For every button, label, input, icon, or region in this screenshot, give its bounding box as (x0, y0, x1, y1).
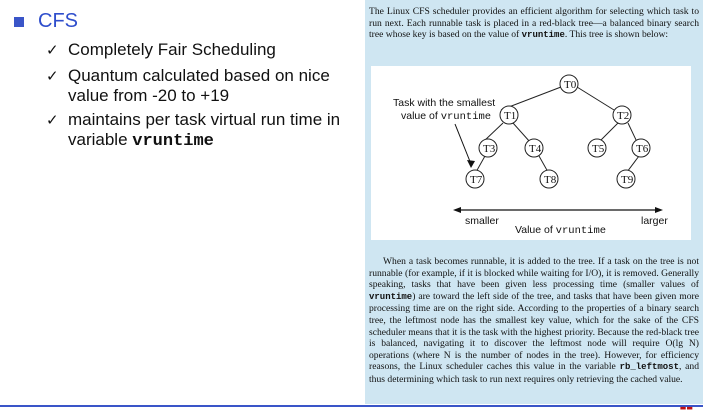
svg-text:T3: T3 (483, 143, 496, 155)
axis-right-arrow-icon (655, 207, 663, 213)
sub-bullet-text: Quantum calculated based on nice value from -20 to +19 (68, 66, 330, 105)
sub-bullet-1 (46, 40, 356, 60)
sub-bullet-3 (46, 110, 356, 152)
rb-tree-diagram (371, 66, 691, 240)
edge (628, 123, 637, 142)
svg-text:T9: T9 (621, 174, 634, 186)
edge (476, 156, 485, 172)
svg-text:T7: T7 (470, 174, 483, 186)
corner-logo-icon: ▬▬ (679, 404, 693, 412)
svg-text:T1: T1 (504, 110, 517, 122)
axis-smaller-label: smaller (465, 215, 499, 227)
tree-node-t9 (617, 170, 635, 188)
square-bullet-icon (14, 17, 24, 27)
sub-bullet-text: Completely Fair Scheduling (68, 40, 276, 59)
tree-node-t5 (588, 139, 606, 157)
body-paragraph: When a task becomes runnable, it is added to the tree. If a task on the tree is not runnable (for example, if it is blocked while waiting for I/O), it is removed. Generally speaking, tasks that have been given less processing time (smaller values of vruntime) are toward the left side of the tree, and tasks that have been given more processing time are on the right side. According to the properties of a binary search tree, the leftmost node has the smallest key value, which for the sake of the CFS scheduler means that it is the task with the highest priority. Because the red-black tree is balanced, navigating it to discover the leftmost node will require O(lg N) operations (where N is the number of nodes in the tree). However, for efficiency reasons, the Linux scheduler caches this value in the variable rb_leftmost, and thus determining which task to run next requires only retrieving the cached value. (369, 256, 700, 385)
tree-node-t0 (560, 75, 578, 93)
checkmark-icon: ✓ (46, 41, 59, 59)
edge (513, 123, 530, 142)
rb-tree-figure (371, 66, 691, 240)
tree-node-t2 (613, 106, 631, 124)
sub-bullet-text: maintains per task virtual run time in variable vruntime (68, 110, 341, 151)
footer-rule (0, 405, 703, 407)
checkmark-icon: ✓ (46, 111, 59, 129)
textbook-excerpt-panel (365, 0, 703, 404)
bullet-heading: CFS (38, 10, 78, 32)
edge (539, 156, 548, 172)
intro-paragraph: The Linux CFS scheduler provides an efficient algorithm for selecting which task to run next. Each runnable task is placed in a red-black tree—a balanced binary search tree whose key is based on the value of vruntime. This tree is shown below: (369, 6, 699, 41)
tree-node-t4 (525, 139, 543, 157)
edge (577, 87, 614, 110)
callout-arrow (455, 124, 471, 164)
svg-text:T8: T8 (544, 174, 557, 186)
axis-title: Value of vruntime (515, 224, 607, 237)
svg-text:T2: T2 (617, 110, 630, 122)
tree-edges (476, 87, 639, 172)
callout-arrowhead-icon (467, 160, 475, 168)
tree-node-t6 (632, 139, 650, 157)
sub-bullet-2 (46, 66, 356, 106)
code-vruntime: vruntime (132, 132, 214, 151)
svg-text:T6: T6 (636, 143, 649, 155)
edge (599, 123, 618, 142)
tree-node-t8 (540, 170, 558, 188)
svg-text:T0: T0 (564, 79, 577, 91)
tree-node-t1 (500, 106, 518, 124)
svg-text:T5: T5 (592, 143, 605, 155)
edge (627, 156, 639, 172)
main-bullet (14, 10, 78, 33)
axis-left-arrow-icon (453, 207, 461, 213)
tree-node-t3 (479, 139, 497, 157)
callout-line1: Task with the smallest (393, 97, 496, 109)
callout-line2: value of vruntime (401, 110, 492, 123)
axis-larger-label: larger (641, 215, 668, 227)
tree-node-t7 (466, 170, 484, 188)
checkmark-icon: ✓ (46, 67, 59, 85)
svg-text:T4: T4 (529, 143, 542, 155)
